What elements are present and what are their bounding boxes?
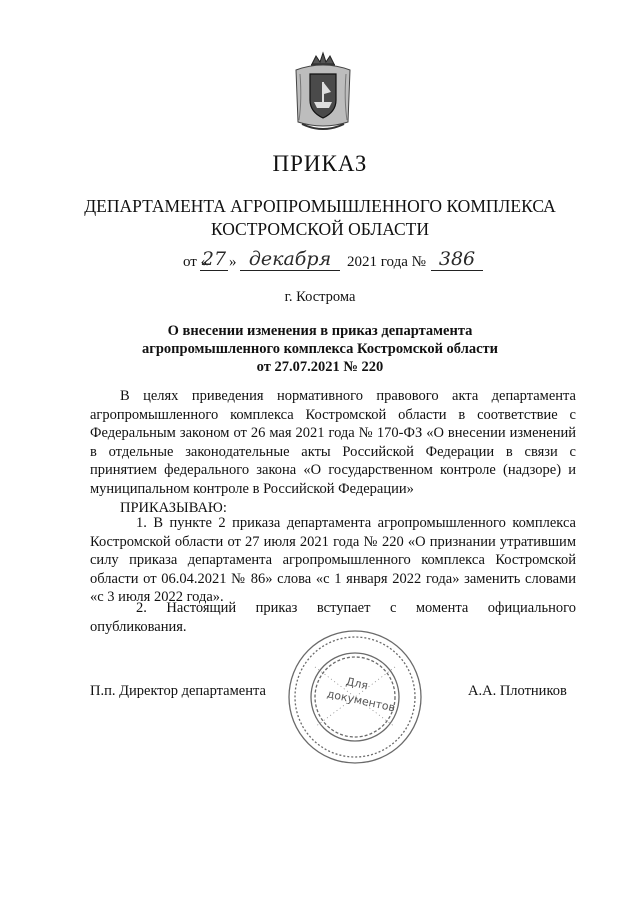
date-day-handwritten: 27 <box>201 248 227 270</box>
department-name-line1: ДЕПАРТАМЕНТА АГРОПРОМЫШЛЕННОГО КОМПЛЕКСА <box>84 196 556 216</box>
subject-line3: от 27.07.2021 № 220 <box>256 359 384 375</box>
date-quote-close: » <box>229 254 237 270</box>
date-line <box>0 250 640 276</box>
preamble-text: В целях приведения нормативного правового акта департамента агропромышленного комплекса Костромской области в соответствие с Федеральным законом от 26 мая 2021 года № 170-ФЗ «О внесении изменений в отдельные законодательные акты Российской Федерации в связи с принятием федерального закона «О государственном контроле (надзоре) и муниципальном контроле в Российской Федерации» <box>90 388 576 497</box>
seal-text-2: документов <box>325 687 397 715</box>
order-item-2: 2. Настоящий приказ вступает с момента официального опубликования. <box>90 600 576 635</box>
decree-word: ПРИКАЗЫВАЮ: <box>120 499 227 516</box>
coat-of-arms-icon <box>290 50 356 132</box>
order-subject <box>100 322 540 376</box>
subject-line1: О внесении изменения в приказ департамента <box>167 323 473 339</box>
order-item-1: 1. В пункте 2 приказа департамента агропромышленного комплекса Костромской области от 27 июля 2021 года № 220 «О признании утратившим силу приказа департамента агропромышленного комплекса Костромской области от 06.04.2021 № 86» слова «с 1 января 2022 года» заменить словами «с 3 июля 2022 года». <box>90 515 576 606</box>
department-name-line2: КОСТРОМСКОЙ ОБЛАСТИ <box>210 219 430 239</box>
seal-text-1: Для <box>344 674 370 693</box>
date-year-text: 2021 года № <box>347 254 426 270</box>
signatory-position: П.п. Директор департамента <box>90 683 266 699</box>
signatory-name: А.А. Плотников <box>468 683 567 699</box>
official-seal-stamp <box>285 627 425 767</box>
subject-line2: агропромышленного комплекса Костромской области <box>142 341 498 357</box>
preamble-paragraph <box>90 387 576 517</box>
city-line: г. Кострома <box>284 289 356 305</box>
date-month-handwritten: декабря <box>240 248 340 271</box>
document-type-title: ПРИКАЗ <box>272 151 368 176</box>
date-prefix: от « <box>183 254 209 270</box>
order-number-handwritten: 386 <box>431 248 483 271</box>
